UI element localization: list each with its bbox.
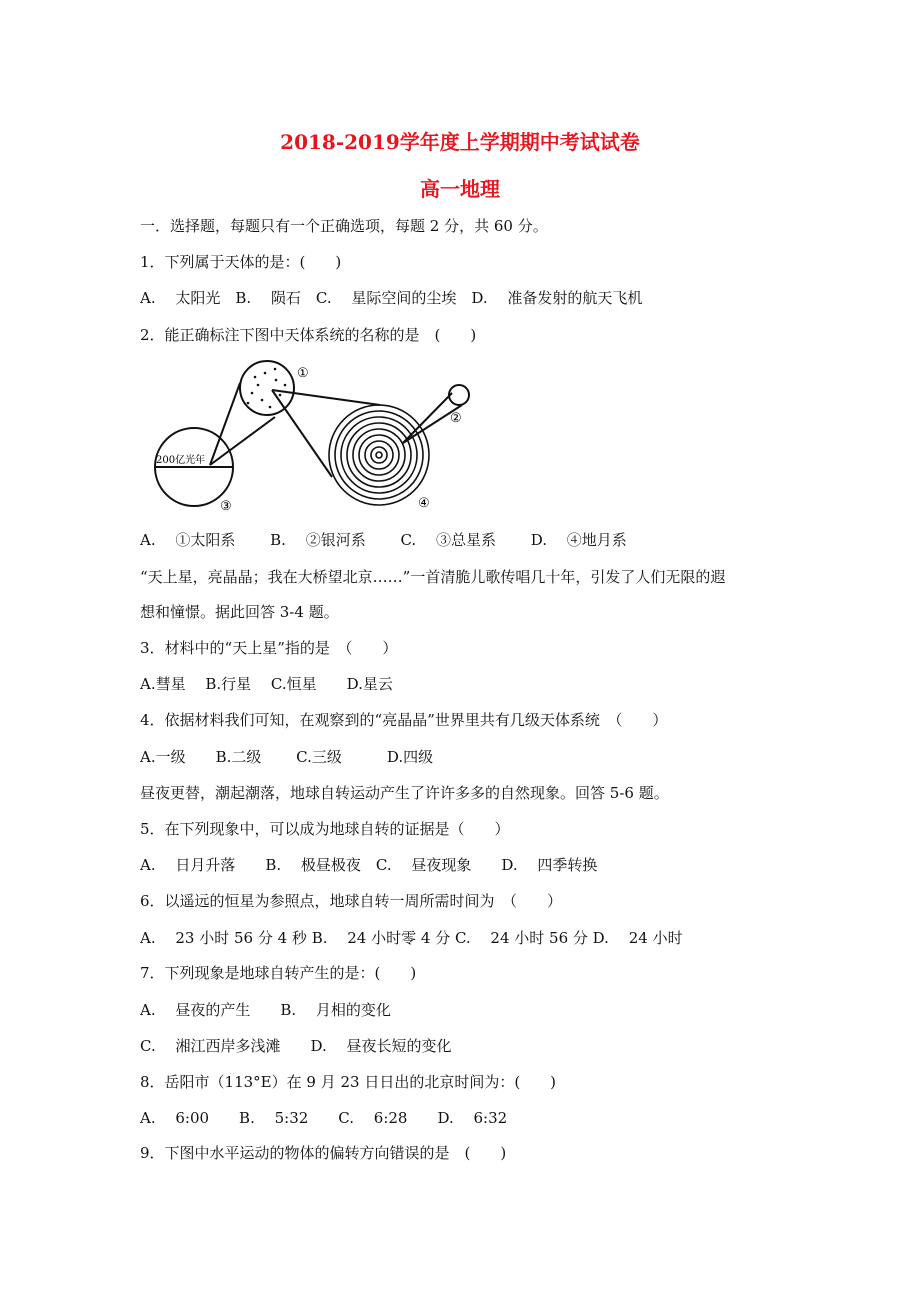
celestial-system-diagram [140, 355, 490, 515]
material-text-line-2: 想和憧憬。据此回答 3-4 题。 [140, 603, 339, 621]
question-5-options: A. 日月升落 B. 极昼极夜 C. 昼夜现象 D. 四季转换 [140, 856, 598, 874]
question-7-options-ab: A. 昼夜的产生 B. 月相的变化 [140, 1001, 391, 1019]
question-8: 8．岳阳市（113°E）在 9 月 23 日日出的北京时间为：( ) [140, 1073, 557, 1091]
marker-2: ② [450, 411, 462, 426]
question-2-options: A. ①太阳系 B. ②银河系 C. ③总星系 D. ④地月系 [140, 531, 627, 549]
question-4: 4．依据材料我们可知，在观察到的“亮晶晶”世界里共有几级天体系统 （ ） [140, 711, 668, 729]
question-7: 7．下列现象是地球自转产生的是：( ) [140, 964, 417, 982]
document-subtitle: 高一地理 [420, 177, 500, 201]
distance-label: 200亿光年 [156, 455, 206, 466]
question-1: 1．下列属于天体的是：( ) [140, 253, 342, 271]
marker-3: ③ [220, 499, 232, 514]
question-3-options: A.彗星 B.行星 C.恒星 D.星云 [140, 675, 393, 693]
document-title: 2018-2019学年度上学期期中考试试卷 [280, 130, 640, 154]
question-6: 6．以遥远的恒星为参照点，地球自转一周所需时间为 （ ） [140, 892, 563, 910]
question-4-options: A.一级 B.二级 C.三级 D.四级 [140, 748, 434, 766]
marker-4: ④ [418, 496, 430, 511]
question-2: 2．能正确标注下图中天体系统的名称的是 ( ) [140, 326, 477, 344]
section-heading: 一．选择题，每题只有一个正确选项，每题 2 分，共 60 分。 [140, 217, 548, 235]
marker-1: ① [297, 366, 309, 381]
question-8-options: A. 6:00 B. 5:32 C. 6:28 D. 6:32 [140, 1109, 508, 1127]
question-7-options-cd: C. 湘江西岸多浅滩 D. 昼夜长短的变化 [140, 1037, 452, 1055]
question-5: 5．在下列现象中，可以成为地球自转的证据是（ ） [140, 820, 510, 838]
question-9: 9．下图中水平运动的物体的偏转方向错误的是 ( ) [140, 1144, 507, 1162]
material-text-2: 昼夜更替，潮起潮落，地球自转运动产生了许许多多的自然现象。回答 5-6 题。 [140, 784, 669, 802]
material-text-line-1: “天上星，亮晶晶；我在大桥望北京……”一首清脆儿歌传唱几十年，引发了人们无限的遐 [140, 568, 726, 586]
question-3: 3．材料中的“天上星”指的是 （ ） [140, 639, 398, 657]
question-1-options: A. 太阳光 B. 陨石 C. 星际空间的尘埃 D. 准备发射的航天飞机 [140, 289, 643, 307]
question-6-options: A. 23 小时 56 分 4 秒 B. 24 小时零 4 分 C. 24 小时 56 分 D. 24 小时 [140, 929, 683, 947]
